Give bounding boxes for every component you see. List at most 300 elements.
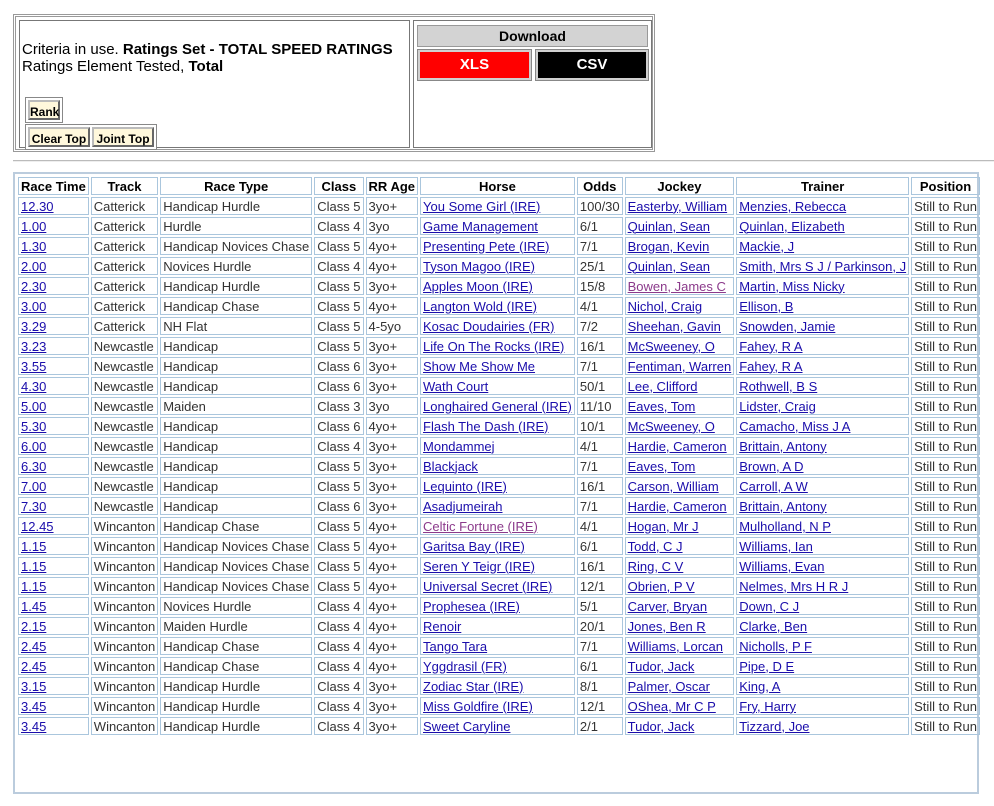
cell-track: Catterick bbox=[91, 217, 158, 235]
criteria-cell bbox=[19, 20, 410, 148]
jockey-link[interactable]: Easterby, William bbox=[627, 198, 728, 214]
jockey-link[interactable]: Hardie, Cameron bbox=[627, 438, 727, 454]
jockey-link[interactable]: Tudor, Jack bbox=[627, 718, 695, 734]
jockey-link[interactable]: Ring, C V bbox=[627, 558, 684, 574]
horse-link[interactable]: Garitsa Bay (IRE) bbox=[423, 538, 525, 554]
race-time-link[interactable]: 12.45 bbox=[21, 518, 54, 534]
cell-trainer bbox=[736, 557, 909, 575]
race-time-link[interactable]: 6.00 bbox=[21, 438, 47, 454]
cell-track: Newcastle bbox=[91, 397, 158, 415]
cell-track: Newcastle bbox=[91, 357, 158, 375]
jockey-link[interactable]: Eaves, Tom bbox=[627, 398, 696, 414]
race-time-link[interactable]: 2.45 bbox=[21, 638, 47, 654]
race-time-link[interactable]: 3.29 bbox=[21, 318, 47, 334]
table-row bbox=[18, 377, 980, 395]
cell-class: Class 5 bbox=[314, 557, 363, 575]
cell-rr-age: 4yo+ bbox=[366, 537, 418, 555]
race-time-link[interactable]: 12.30 bbox=[21, 198, 54, 214]
trainer-link[interactable]: Pipe, D E bbox=[739, 658, 795, 674]
criteria-text bbox=[22, 41, 393, 75]
cell-horse bbox=[420, 317, 575, 335]
cell-jockey bbox=[625, 297, 735, 315]
trainer-link[interactable]: Camacho, Miss J A bbox=[739, 418, 851, 434]
cell-rr-age: 4yo+ bbox=[366, 577, 418, 595]
cell-rr-age: 3yo+ bbox=[366, 497, 418, 515]
col-header-odds[interactable]: Odds bbox=[577, 177, 623, 195]
divider bbox=[13, 160, 994, 162]
horse-link[interactable]: Prophesea (IRE) bbox=[423, 598, 520, 614]
cell-jockey bbox=[625, 517, 735, 535]
cell-rr-age: 4yo+ bbox=[366, 637, 418, 655]
col-header-track[interactable]: Track bbox=[91, 177, 158, 195]
cell-race-type: Handicap bbox=[160, 437, 312, 455]
cell-trainer bbox=[736, 417, 909, 435]
cell-odds: 16/1 bbox=[577, 477, 623, 495]
race-time-link[interactable]: 3.15 bbox=[21, 678, 47, 694]
col-header-jockey[interactable]: Jockey bbox=[625, 177, 735, 195]
cell-odds: 7/1 bbox=[577, 237, 623, 255]
trainer-link[interactable]: Fahey, R A bbox=[739, 358, 803, 374]
jockey-link[interactable]: Todd, C J bbox=[627, 538, 683, 554]
cell-position: Still to Run bbox=[911, 237, 980, 255]
horse-link[interactable]: Wath Court bbox=[423, 378, 489, 394]
cell-class: Class 4 bbox=[314, 217, 363, 235]
trainer-link[interactable]: Williams, Evan bbox=[739, 558, 825, 574]
trainer-link[interactable]: Brittain, Antony bbox=[739, 438, 827, 454]
jockey-link[interactable]: Hogan, Mr J bbox=[627, 518, 699, 534]
cell-race-time bbox=[18, 357, 89, 375]
cell-jockey bbox=[625, 217, 735, 235]
cell-track: Wincanton bbox=[91, 717, 158, 735]
cell-track: Catterick bbox=[91, 197, 158, 215]
col-header-position[interactable]: Position bbox=[911, 177, 980, 195]
jockey-link[interactable]: Nichol, Craig bbox=[627, 298, 703, 314]
cell-odds: 4/1 bbox=[577, 517, 623, 535]
cell-class: Class 5 bbox=[314, 297, 363, 315]
cell-race-time bbox=[18, 397, 89, 415]
jockey-link[interactable]: Eaves, Tom bbox=[627, 458, 696, 474]
cell-position: Still to Run bbox=[911, 417, 980, 435]
table-row bbox=[18, 577, 980, 595]
cell-race-time bbox=[18, 197, 89, 215]
cell-track: Wincanton bbox=[91, 537, 158, 555]
trainer-link[interactable]: Brown, A D bbox=[739, 458, 804, 474]
col-header-race-type[interactable]: Race Type bbox=[160, 177, 312, 195]
table-row bbox=[18, 357, 980, 375]
horse-link[interactable]: Show Me Show Me bbox=[423, 358, 536, 374]
cell-race-time bbox=[18, 477, 89, 495]
cell-class: Class 6 bbox=[314, 357, 363, 375]
cell-position: Still to Run bbox=[911, 437, 980, 455]
cell-trainer bbox=[736, 697, 909, 715]
cell-track: Catterick bbox=[91, 317, 158, 335]
clear-top-button[interactable]: Clear Top bbox=[28, 127, 90, 147]
cell-class: Class 4 bbox=[314, 617, 363, 635]
race-time-link[interactable]: 5.30 bbox=[21, 418, 47, 434]
rank-button-frame bbox=[25, 97, 63, 123]
trainer-link[interactable]: Menzies, Rebecca bbox=[739, 198, 847, 214]
race-time-link[interactable]: 1.15 bbox=[21, 578, 47, 594]
cell-class: Class 3 bbox=[314, 397, 363, 415]
jockey-link[interactable]: Carson, William bbox=[627, 478, 719, 494]
table-row bbox=[18, 317, 980, 335]
cell-trainer bbox=[736, 597, 909, 615]
trainer-link[interactable]: Tizzard, Joe bbox=[739, 718, 810, 734]
cell-track: Wincanton bbox=[91, 617, 158, 635]
trainer-link[interactable]: Lidster, Craig bbox=[739, 398, 816, 414]
cell-odds: 10/1 bbox=[577, 417, 623, 435]
horse-link[interactable]: Tango Tara bbox=[423, 638, 488, 654]
cell-jockey bbox=[625, 417, 735, 435]
horse-link[interactable]: Apples Moon (IRE) bbox=[423, 278, 533, 294]
horse-link[interactable]: Langton Wold (IRE) bbox=[423, 298, 537, 314]
cell-position: Still to Run bbox=[911, 717, 980, 735]
horse-link[interactable]: Life On The Rocks (IRE) bbox=[423, 338, 565, 354]
race-time-link[interactable]: 3.00 bbox=[21, 298, 47, 314]
cell-odds: 2/1 bbox=[577, 717, 623, 735]
cell-jockey bbox=[625, 537, 735, 555]
cell-position: Still to Run bbox=[911, 517, 980, 535]
jockey-link[interactable]: Sheehan, Gavin bbox=[627, 318, 721, 334]
cell-track: Wincanton bbox=[91, 577, 158, 595]
jockey-link[interactable]: Quinlan, Sean bbox=[627, 258, 711, 274]
trainer-link[interactable]: Clarke, Ben bbox=[739, 618, 808, 634]
cell-trainer bbox=[736, 377, 909, 395]
jockey-link[interactable]: Williams, Lorcan bbox=[627, 638, 723, 654]
results-table-frame bbox=[13, 172, 979, 794]
cell-rr-age: 4yo+ bbox=[366, 517, 418, 535]
horse-link[interactable]: Universal Secret (IRE) bbox=[423, 578, 553, 594]
cell-jockey bbox=[625, 477, 735, 495]
cell-jockey bbox=[625, 397, 735, 415]
cell-horse bbox=[420, 457, 575, 475]
cell-position: Still to Run bbox=[911, 617, 980, 635]
race-time-link[interactable]: 7.30 bbox=[21, 498, 47, 514]
cell-track: Newcastle bbox=[91, 417, 158, 435]
horse-link[interactable]: Asadjumeirah bbox=[423, 498, 503, 514]
criteria-panel bbox=[13, 14, 655, 152]
cell-horse bbox=[420, 377, 575, 395]
trainer-link[interactable]: Williams, Ian bbox=[739, 538, 813, 554]
race-time-link[interactable]: 3.45 bbox=[21, 698, 47, 714]
cell-rr-age: 3yo+ bbox=[366, 697, 418, 715]
cell-position: Still to Run bbox=[911, 637, 980, 655]
race-time-link[interactable]: 3.23 bbox=[21, 338, 47, 354]
col-header-rr-age[interactable]: RR Age bbox=[366, 177, 418, 195]
cell-position: Still to Run bbox=[911, 457, 980, 475]
col-header-race-time[interactable]: Race Time bbox=[18, 177, 89, 195]
jockey-link[interactable]: Fentiman, Warren bbox=[627, 358, 732, 374]
trainer-link[interactable]: Fahey, R A bbox=[739, 338, 803, 354]
table-row bbox=[18, 277, 980, 295]
cell-position: Still to Run bbox=[911, 477, 980, 495]
race-time-link[interactable]: 5.00 bbox=[21, 398, 47, 414]
cell-position: Still to Run bbox=[911, 377, 980, 395]
horse-link[interactable]: Lequinto (IRE) bbox=[423, 478, 507, 494]
cell-class: Class 5 bbox=[314, 477, 363, 495]
trainer-link[interactable]: Mulholland, N P bbox=[739, 518, 831, 534]
cell-class: Class 5 bbox=[314, 317, 363, 335]
cell-odds: 100/30 bbox=[577, 197, 623, 215]
cell-jockey bbox=[625, 577, 735, 595]
race-time-link[interactable]: 1.00 bbox=[21, 218, 47, 234]
table-row bbox=[18, 557, 980, 575]
jockey-link[interactable]: Hardie, Cameron bbox=[627, 498, 727, 514]
cell-race-time bbox=[18, 237, 89, 255]
cell-class: Class 6 bbox=[314, 417, 363, 435]
horse-link[interactable]: Renoir bbox=[423, 618, 462, 634]
cell-class: Class 4 bbox=[314, 257, 363, 275]
cell-odds: 50/1 bbox=[577, 377, 623, 395]
race-time-link[interactable]: 2.15 bbox=[21, 618, 47, 634]
cell-odds: 25/1 bbox=[577, 257, 623, 275]
cell-horse bbox=[420, 577, 575, 595]
cell-horse bbox=[420, 677, 575, 695]
cell-position: Still to Run bbox=[911, 397, 980, 415]
trainer-link[interactable]: Down, C J bbox=[739, 598, 800, 614]
cell-trainer bbox=[736, 477, 909, 495]
race-time-link[interactable]: 7.00 bbox=[21, 478, 47, 494]
cell-jockey bbox=[625, 637, 735, 655]
table-row bbox=[18, 677, 980, 695]
trainer-link[interactable]: Ellison, B bbox=[739, 298, 794, 314]
horse-link[interactable]: Game Management bbox=[423, 218, 538, 234]
table-row bbox=[18, 637, 980, 655]
race-time-link[interactable]: 2.45 bbox=[21, 658, 47, 674]
trainer-link[interactable]: Nicholls, P F bbox=[739, 638, 812, 654]
horse-link[interactable]: You Some Girl (IRE) bbox=[423, 198, 541, 214]
trainer-link[interactable]: Quinlan, Elizabeth bbox=[739, 218, 845, 234]
cell-odds: 12/1 bbox=[577, 577, 623, 595]
cell-track: Catterick bbox=[91, 277, 158, 295]
cell-track: Wincanton bbox=[91, 657, 158, 675]
cell-race-type: Maiden bbox=[160, 397, 312, 415]
cell-trainer bbox=[736, 437, 909, 455]
cell-race-type: Handicap Hurdle bbox=[160, 197, 312, 215]
jockey-link[interactable]: Lee, Clifford bbox=[627, 378, 698, 394]
horse-link[interactable]: Seren Y Teigr (IRE) bbox=[423, 558, 536, 574]
cell-jockey bbox=[625, 377, 735, 395]
cell-class: Class 4 bbox=[314, 597, 363, 615]
cell-track: Wincanton bbox=[91, 517, 158, 535]
cell-race-type: Handicap bbox=[160, 377, 312, 395]
cell-trainer bbox=[736, 657, 909, 675]
race-time-link[interactable]: 2.00 bbox=[21, 258, 47, 274]
cell-race-time bbox=[18, 577, 89, 595]
cell-position: Still to Run bbox=[911, 677, 980, 695]
cell-position: Still to Run bbox=[911, 197, 980, 215]
cell-race-type: Handicap bbox=[160, 337, 312, 355]
cell-class: Class 6 bbox=[314, 377, 363, 395]
cell-trainer bbox=[736, 517, 909, 535]
cell-class: Class 4 bbox=[314, 437, 363, 455]
cell-horse bbox=[420, 617, 575, 635]
cell-race-time bbox=[18, 377, 89, 395]
cell-rr-age: 4yo+ bbox=[366, 557, 418, 575]
cell-horse bbox=[420, 557, 575, 575]
jockey-link[interactable]: Obrien, P V bbox=[627, 578, 695, 594]
cell-jockey bbox=[625, 657, 735, 675]
criteria-line-1 bbox=[22, 41, 393, 58]
cell-rr-age: 3yo+ bbox=[366, 437, 418, 455]
cell-race-time bbox=[18, 517, 89, 535]
horse-link[interactable]: Kosac Doudairies (FR) bbox=[423, 318, 555, 334]
cell-trainer bbox=[736, 197, 909, 215]
trainer-link[interactable]: Rothwell, B S bbox=[739, 378, 818, 394]
cell-race-type: Handicap Chase bbox=[160, 637, 312, 655]
horse-link[interactable]: Miss Goldfire (IRE) bbox=[423, 698, 533, 714]
cell-race-time bbox=[18, 277, 89, 295]
horse-link[interactable]: Celtic Fortune (IRE) bbox=[423, 518, 538, 534]
jockey-link[interactable]: OShea, Mr C P bbox=[627, 698, 716, 714]
trainer-link[interactable]: Nelmes, Mrs H R J bbox=[739, 578, 849, 594]
cell-class: Class 5 bbox=[314, 337, 363, 355]
col-header-class[interactable]: Class bbox=[314, 177, 363, 195]
trainer-link[interactable]: Carroll, A W bbox=[739, 478, 808, 494]
horse-link[interactable]: Flash The Dash (IRE) bbox=[423, 418, 549, 434]
cell-horse bbox=[420, 637, 575, 655]
table-row bbox=[18, 537, 980, 555]
cell-class: Class 4 bbox=[314, 637, 363, 655]
jockey-link[interactable]: McSweeney, O bbox=[627, 338, 715, 354]
cell-odds: 12/1 bbox=[577, 697, 623, 715]
cell-horse bbox=[420, 397, 575, 415]
cell-rr-age: 4yo+ bbox=[366, 257, 418, 275]
cell-position: Still to Run bbox=[911, 357, 980, 375]
race-time-link[interactable]: 6.30 bbox=[21, 458, 47, 474]
cell-race-type: Handicap Hurdle bbox=[160, 277, 312, 295]
cell-race-time bbox=[18, 217, 89, 235]
race-time-link[interactable]: 1.45 bbox=[21, 598, 47, 614]
table-row bbox=[18, 217, 980, 235]
horse-link[interactable]: Sweet Caryline bbox=[423, 718, 511, 734]
jockey-link[interactable]: Tudor, Jack bbox=[627, 658, 695, 674]
cell-race-type: Maiden Hurdle bbox=[160, 617, 312, 635]
cell-track: Newcastle bbox=[91, 377, 158, 395]
cell-class: Class 4 bbox=[314, 717, 363, 735]
col-header-horse[interactable]: Horse bbox=[420, 177, 575, 195]
cell-odds: 7/2 bbox=[577, 317, 623, 335]
cell-jockey bbox=[625, 497, 735, 515]
race-time-link[interactable]: 3.45 bbox=[21, 718, 47, 734]
cell-rr-age: 4-5yo bbox=[366, 317, 418, 335]
cell-odds: 7/1 bbox=[577, 457, 623, 475]
cell-race-time bbox=[18, 657, 89, 675]
jockey-link[interactable]: Bowen, James C bbox=[627, 278, 726, 294]
race-time-link[interactable]: 1.15 bbox=[21, 538, 47, 554]
cell-track: Newcastle bbox=[91, 477, 158, 495]
horse-link[interactable]: Yggdrasil (FR) bbox=[423, 658, 507, 674]
race-time-link[interactable]: 2.30 bbox=[21, 278, 47, 294]
cell-odds: 7/1 bbox=[577, 637, 623, 655]
jockey-link[interactable]: McSweeney, O bbox=[627, 418, 715, 434]
download-title: Download bbox=[417, 25, 648, 47]
cell-jockey bbox=[625, 317, 735, 335]
cell-odds: 6/1 bbox=[577, 537, 623, 555]
trainer-link[interactable]: King, A bbox=[739, 678, 781, 694]
cell-race-type: Handicap Chase bbox=[160, 657, 312, 675]
horse-link[interactable]: Tyson Magoo (IRE) bbox=[423, 258, 536, 274]
horse-link[interactable]: Longhaired General (IRE) bbox=[423, 398, 572, 414]
joint-top-button[interactable]: Joint Top bbox=[92, 127, 154, 147]
cell-odds: 20/1 bbox=[577, 617, 623, 635]
trainer-link[interactable]: Brittain, Antony bbox=[739, 498, 827, 514]
race-time-link[interactable]: 3.55 bbox=[21, 358, 47, 374]
cell-horse bbox=[420, 477, 575, 495]
cell-jockey bbox=[625, 337, 735, 355]
jockey-link[interactable]: Palmer, Oscar bbox=[627, 678, 710, 694]
horse-link[interactable]: Mondammej bbox=[423, 438, 495, 454]
cell-odds: 15/8 bbox=[577, 277, 623, 295]
col-header-trainer[interactable]: Trainer bbox=[736, 177, 909, 195]
cell-trainer bbox=[736, 577, 909, 595]
cell-rr-age: 3yo+ bbox=[366, 377, 418, 395]
cell-position: Still to Run bbox=[911, 277, 980, 295]
cell-trainer bbox=[736, 237, 909, 255]
cell-horse bbox=[420, 717, 575, 735]
cell-track: Newcastle bbox=[91, 457, 158, 475]
table-row bbox=[18, 617, 980, 635]
jockey-link[interactable]: Jones, Ben R bbox=[627, 618, 706, 634]
cell-position: Still to Run bbox=[911, 217, 980, 235]
cell-trainer bbox=[736, 297, 909, 315]
horse-link[interactable]: Blackjack bbox=[423, 458, 478, 474]
cell-rr-age: 3yo+ bbox=[366, 337, 418, 355]
rank-button[interactable]: Rank bbox=[28, 100, 60, 120]
cell-trainer bbox=[736, 217, 909, 235]
download-csv-button[interactable]: CSV bbox=[536, 50, 648, 80]
cell-jockey bbox=[625, 197, 735, 215]
cell-race-type: Handicap bbox=[160, 477, 312, 495]
trainer-link[interactable]: Mackie, J bbox=[739, 238, 795, 254]
race-time-link[interactable]: 4.30 bbox=[21, 378, 47, 394]
cell-horse bbox=[420, 217, 575, 235]
cell-odds: 16/1 bbox=[577, 557, 623, 575]
cell-race-time bbox=[18, 617, 89, 635]
cell-jockey bbox=[625, 237, 735, 255]
horse-link[interactable]: Zodiac Star (IRE) bbox=[423, 678, 524, 694]
cell-horse bbox=[420, 277, 575, 295]
cell-rr-age: 3yo bbox=[366, 397, 418, 415]
cell-rr-age: 4yo+ bbox=[366, 297, 418, 315]
race-time-link[interactable]: 1.30 bbox=[21, 238, 47, 254]
cell-jockey bbox=[625, 677, 735, 695]
cell-class: Class 5 bbox=[314, 197, 363, 215]
trainer-link[interactable]: Fry, Harry bbox=[739, 698, 797, 714]
cell-odds: 7/1 bbox=[577, 497, 623, 515]
table-row bbox=[18, 197, 980, 215]
jockey-link[interactable]: Quinlan, Sean bbox=[627, 218, 711, 234]
cell-jockey bbox=[625, 717, 735, 735]
cell-track: Newcastle bbox=[91, 337, 158, 355]
cell-trainer bbox=[736, 537, 909, 555]
trainer-link[interactable]: Snowden, Jamie bbox=[739, 318, 836, 334]
download-xls-button[interactable]: XLS bbox=[418, 50, 531, 80]
horse-link[interactable]: Presenting Pete (IRE) bbox=[423, 238, 550, 254]
trainer-link[interactable]: Smith, Mrs S J / Parkinson, J bbox=[739, 258, 907, 274]
cell-class: Class 5 bbox=[314, 577, 363, 595]
trainer-link[interactable]: Martin, Miss Nicky bbox=[739, 278, 845, 294]
race-time-link[interactable]: 1.15 bbox=[21, 558, 47, 574]
cell-trainer bbox=[736, 397, 909, 415]
cell-horse bbox=[420, 437, 575, 455]
jockey-link[interactable]: Carver, Bryan bbox=[627, 598, 708, 614]
cell-race-type: Novices Hurdle bbox=[160, 597, 312, 615]
jockey-link[interactable]: Brogan, Kevin bbox=[627, 238, 710, 254]
cell-odds: 4/1 bbox=[577, 437, 623, 455]
cell-position: Still to Run bbox=[911, 657, 980, 675]
cell-odds: 6/1 bbox=[577, 217, 623, 235]
